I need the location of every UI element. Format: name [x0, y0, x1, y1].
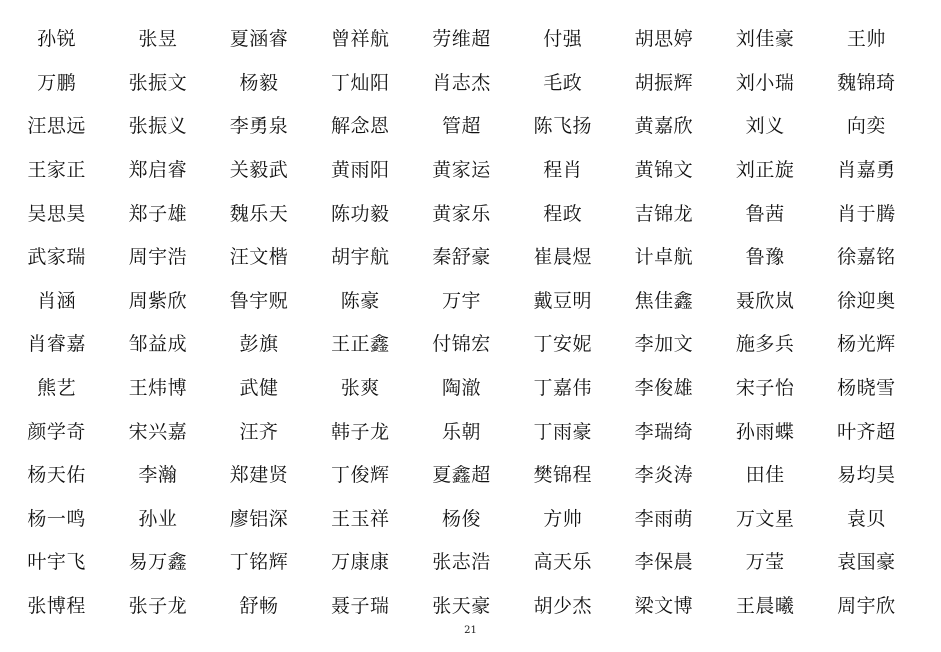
name-cell: 李保晨: [634, 551, 694, 574]
name-cell: 孙雨蝶: [735, 420, 795, 443]
name-cell: 黄嘉欣: [634, 115, 694, 138]
name-cell: 魏乐天: [229, 202, 289, 225]
name-cell: 付强: [543, 28, 583, 51]
name-cell: 易万鑫: [128, 551, 188, 574]
name-cell: 汪文楷: [229, 246, 289, 269]
name-cell: 万康康: [331, 551, 390, 574]
name-cell: 熊艺: [37, 377, 77, 400]
name-cell: 王炜博: [128, 377, 188, 400]
name-cell: 周紫欣: [128, 289, 188, 312]
name-cell: 叶齐超: [837, 420, 896, 443]
name-cell: 毛政: [543, 71, 583, 94]
name-cell: 万文星: [735, 507, 795, 530]
name-cell: 周宇浩: [128, 246, 188, 269]
name-cell: 张振义: [128, 115, 188, 138]
name-cell: 聂欣岚: [735, 289, 795, 312]
name-cell: 杨毅: [239, 71, 279, 94]
name-cell: 魏锦琦: [837, 71, 896, 94]
name-cell: 解念恩: [331, 115, 390, 138]
name-cell: 郑启睿: [128, 159, 188, 182]
name-cell: 李瀚: [138, 464, 178, 487]
name-cell: 梁文博: [634, 595, 694, 618]
name-cell: 丁安妮: [533, 333, 592, 356]
name-cell: 万莹: [745, 551, 785, 574]
name-cell: 徐迎奥: [837, 289, 896, 312]
name-cell: 汪思远: [27, 115, 86, 138]
name-cell: 樊锦程: [533, 464, 592, 487]
name-cell: 程肖: [543, 159, 583, 182]
name-cell: 胡振辉: [634, 71, 694, 94]
name-cell: 李瑞绮: [634, 420, 694, 443]
name-cell: 高天乐: [533, 551, 592, 574]
name-cell: 黄家乐: [432, 202, 491, 225]
name-cell: 李雨萌: [634, 507, 694, 530]
name-cell: 张子龙: [128, 595, 188, 618]
name-cell: 聂子瑞: [331, 595, 390, 618]
name-cell: 计卓航: [634, 246, 694, 269]
name-cell: 陈豪: [340, 289, 380, 312]
name-cell: 陈功毅: [331, 202, 390, 225]
name-cell: 郑子雄: [128, 202, 188, 225]
name-cell: 李俊雄: [634, 377, 694, 400]
name-cell: 张天豪: [432, 595, 491, 618]
name-cell: 杨晓雪: [837, 377, 896, 400]
name-cell: 程政: [543, 202, 583, 225]
name-cell: 夏鑫超: [432, 464, 491, 487]
name-cell: 戴豆明: [533, 289, 592, 312]
page-number: 21: [464, 625, 477, 636]
name-cell: 刘小瑞: [735, 71, 795, 94]
name-cell: 张振文: [128, 71, 188, 94]
name-cell: 肖于腾: [837, 202, 896, 225]
name-cell: 秦舒豪: [432, 246, 491, 269]
name-cell: 管超: [441, 115, 481, 138]
name-cell: 杨天佑: [27, 464, 86, 487]
name-cell: 鲁豫: [745, 246, 785, 269]
name-cell: 李炎涛: [634, 464, 694, 487]
name-cell: 颜学奇: [27, 420, 86, 443]
name-cell: 鲁茜: [745, 202, 785, 225]
name-cell: 袁国豪: [837, 551, 896, 574]
name-cell: 武健: [239, 377, 279, 400]
name-cell: 张爽: [340, 377, 380, 400]
name-cell: 黄锦文: [634, 159, 694, 182]
name-cell: 周宇欣: [837, 595, 896, 618]
name-cell: 徐嘉铭: [837, 246, 896, 269]
name-cell: 刘义: [745, 115, 785, 138]
name-cell: 胡宇航: [331, 246, 390, 269]
name-cell: 王正鑫: [331, 333, 390, 356]
name-cell: 易均昊: [837, 464, 896, 487]
name-cell: 张志浩: [432, 551, 491, 574]
name-cell: 胡思婷: [634, 28, 694, 51]
name-cell: 黄家运: [432, 159, 491, 182]
name-cell: 杨光辉: [837, 333, 896, 356]
name-cell: 肖志杰: [432, 71, 491, 94]
name-cell: 肖嘉勇: [837, 159, 896, 182]
name-cell: 叶宇飞: [27, 551, 86, 574]
name-cell: 王家正: [27, 159, 86, 182]
name-cell: 胡少杰: [533, 595, 592, 618]
name-cell: 方帅: [543, 507, 583, 530]
name-cell: 陶澈: [441, 377, 481, 400]
name-cell: 袁贝: [846, 507, 886, 530]
name-cell: 李加文: [634, 333, 694, 356]
name-cell: 舒畅: [239, 595, 279, 618]
name-cell: 韩子龙: [331, 420, 390, 443]
name-cell: 焦佳鑫: [634, 289, 694, 312]
name-cell: 王帅: [846, 28, 886, 51]
name-cell: 丁灿阳: [331, 71, 390, 94]
name-cell: 武家瑞: [27, 246, 86, 269]
name-cell: 丁铭辉: [229, 551, 289, 574]
name-cell: 宋兴嘉: [128, 420, 188, 443]
name-cell: 万鹏: [37, 71, 77, 94]
name-cell: 杨俊: [441, 507, 481, 530]
name-cell: 王晨曦: [735, 595, 795, 618]
name-cell: 邹益成: [128, 333, 188, 356]
name-cell: 肖涵: [37, 289, 77, 312]
name-cell: 关毅武: [229, 159, 289, 182]
name-cell: 万宇: [441, 289, 481, 312]
name-cell: 张昱: [138, 28, 178, 51]
name-cell: 夏涵睿: [229, 28, 289, 51]
name-cell: 汪齐: [239, 420, 279, 443]
name-cell: 乐朝: [441, 420, 481, 443]
name-cell: 孙业: [138, 507, 178, 530]
name-cell: 肖睿嘉: [27, 333, 86, 356]
name-cell: 吴思昊: [27, 202, 86, 225]
name-cell: 曾祥航: [331, 28, 390, 51]
name-cell: 田佳: [745, 464, 785, 487]
name-cell: 向奕: [846, 115, 886, 138]
name-cell: 丁嘉伟: [533, 377, 592, 400]
name-cell: 鲁宇贶: [229, 289, 289, 312]
name-cell: 李勇泉: [229, 115, 289, 138]
name-cell: 彭旗: [239, 333, 279, 356]
name-cell: 黄雨阳: [331, 159, 390, 182]
name-cell: 施多兵: [735, 333, 795, 356]
name-cell: 陈飞扬: [533, 115, 592, 138]
name-cell: 孙锐: [37, 28, 77, 51]
name-cell: 郑建贤: [229, 464, 289, 487]
name-cell: 吉锦龙: [634, 202, 694, 225]
name-cell: 张博程: [27, 595, 86, 618]
name-cell: 崔晨煜: [533, 246, 592, 269]
name-cell: 付锦宏: [432, 333, 491, 356]
name-cell: 刘正旋: [735, 159, 795, 182]
name-cell: 杨一鸣: [27, 507, 86, 530]
name-cell: 丁俊辉: [331, 464, 390, 487]
name-list-grid: [6, 16, 917, 626]
name-cell: 丁雨豪: [533, 420, 592, 443]
name-cell: 王玉祥: [331, 507, 390, 530]
name-cell: 刘佳豪: [735, 28, 795, 51]
name-cell: 劳维超: [432, 28, 491, 51]
name-cell: 廖铝深: [229, 507, 289, 530]
name-cell: 宋子怡: [735, 377, 795, 400]
